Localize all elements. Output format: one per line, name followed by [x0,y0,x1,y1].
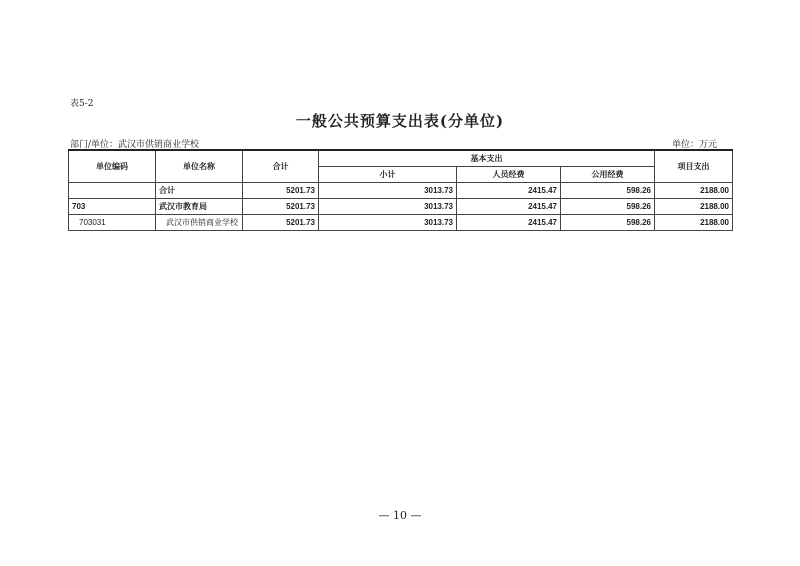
cell-subtotal: 3013.73 [319,199,457,215]
cell-subtotal: 3013.73 [319,183,457,199]
cell-name: 武汉市教育局 [156,199,243,215]
budget-table [68,149,733,231]
cell-subtotal: 3013.73 [319,215,457,231]
header-project-expenditure: 项目支出 [655,150,733,183]
cell-project: 2188.00 [655,215,733,231]
cell-total: 5201.73 [243,199,319,215]
header-basic-expenditure: 基本支出 [319,150,655,167]
cell-code: 703031 [69,215,156,231]
cell-code [69,183,156,199]
table-row [69,199,733,215]
cell-project: 2188.00 [655,199,733,215]
table-id: 表5-2 [70,99,94,109]
header-total: 合计 [243,150,319,183]
cell-public: 598.26 [561,199,655,215]
cell-name: 武汉市供销商业学校 [156,215,243,231]
cell-project: 2188.00 [655,183,733,199]
cell-personnel: 2415.47 [457,199,561,215]
unit-label: 单位：万元 [672,140,718,150]
department-label: 部门/单位：武汉市供销商业学校 [70,140,200,150]
cell-public: 598.26 [561,183,655,199]
header-subtotal: 小计 [319,167,457,183]
page-number: — 10 — [378,509,422,522]
cell-total: 5201.73 [243,183,319,199]
cell-personnel: 2415.47 [457,215,561,231]
header-personnel: 人员经费 [457,167,561,183]
cell-total: 5201.73 [243,215,319,231]
header-unit-name: 单位名称 [156,150,243,183]
header-unit-code: 单位编码 [69,150,156,183]
page-title: 一般公共预算支出表(分单位) [295,112,505,130]
cell-public: 598.26 [561,215,655,231]
cell-name: 合计 [156,183,243,199]
cell-personnel: 2415.47 [457,183,561,199]
table-row [69,215,733,231]
cell-code: 703 [69,199,156,215]
header-public: 公用经费 [561,167,655,183]
table-row [69,183,733,199]
